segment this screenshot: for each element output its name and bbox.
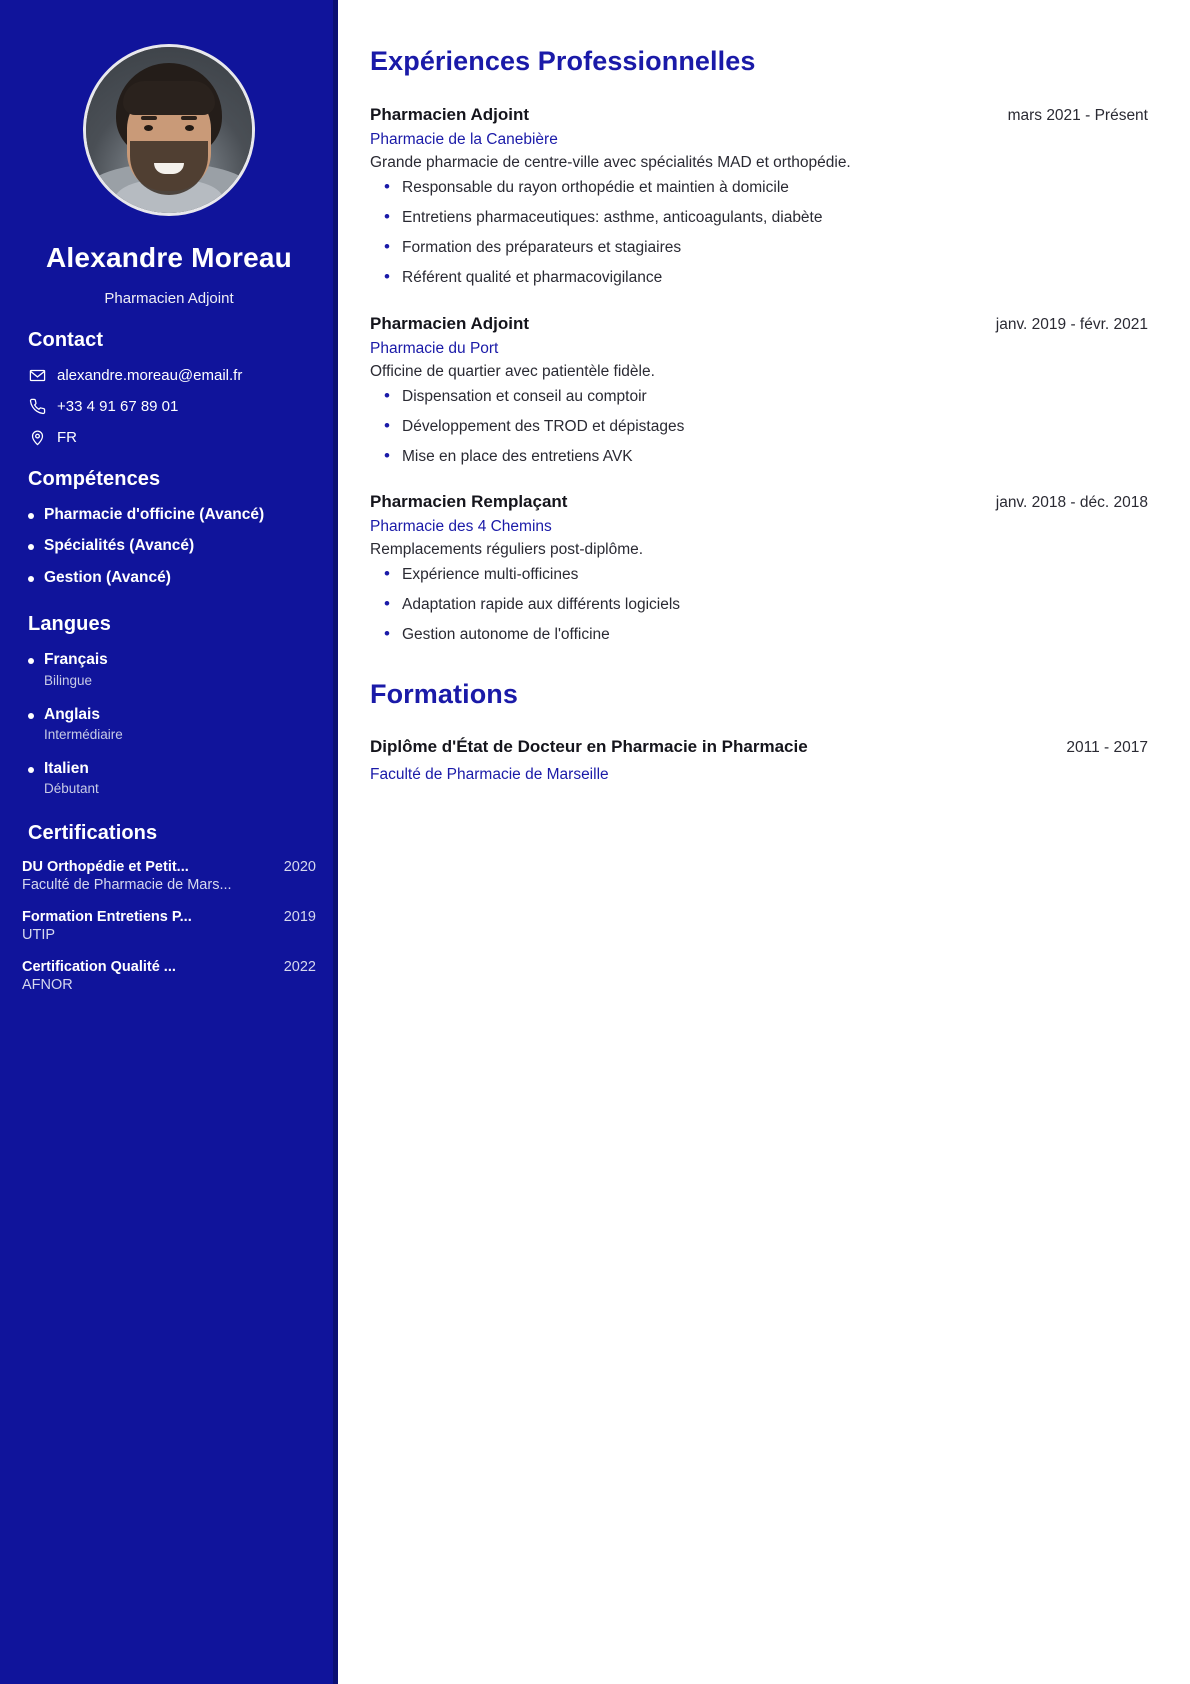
contact-heading: Contact (28, 329, 104, 351)
phone-icon (28, 397, 46, 415)
languages-section (22, 613, 316, 796)
job-bullet-list (370, 565, 1148, 645)
language-level: Débutant (44, 781, 99, 797)
job-organization: Pharmacie des 4 Chemins (370, 517, 552, 535)
job-bullet-list (370, 178, 1148, 289)
certification-name: Certification Qualité ... (22, 959, 176, 976)
language-level: Intermédiaire (44, 726, 123, 742)
contact-phone[interactable] (22, 397, 316, 415)
job-description: Grande pharmacie de centre-ville avec spécialités MAD et orthopédie. (370, 154, 851, 171)
job-title: Pharmacien Adjoint (370, 313, 530, 333)
skill-item (22, 505, 316, 524)
certification-name: Formation Entretiens P... (22, 909, 192, 926)
education-heading: Formations (370, 679, 519, 710)
contact-phone-value: +33 4 91 67 89 01 (57, 397, 179, 415)
experience-heading: Expériences Professionnelles (370, 46, 756, 76)
bullet-dot-icon (28, 713, 34, 719)
contact-location-value: FR (57, 428, 77, 446)
certification-org: Faculté de Pharmacie de Mars... (22, 877, 232, 894)
job-date: janv. 2019 - févr. 2021 (995, 315, 1148, 333)
photo-eye-left (144, 125, 153, 131)
certification-item (22, 959, 316, 993)
language-name: Italien (44, 759, 89, 777)
job-bullet: • Responsable du rayon orthopédie et maintien à domicile (370, 178, 1148, 198)
job-bullet: • Dispensation et conseil au comptoir (370, 387, 1148, 407)
job-bullet-list (370, 387, 1148, 467)
photo-eye-right (185, 125, 194, 131)
main-content (338, 0, 1190, 1684)
job-description: Remplacements réguliers post-diplôme. (370, 540, 644, 558)
job-date: janv. 2018 - déc. 2018 (995, 493, 1148, 511)
certification-name: DU Orthopédie et Petit... (22, 859, 189, 876)
job-bullet: • Formation des préparateurs et stagiaires (370, 238, 1148, 258)
contact-section (22, 329, 316, 446)
certification-org: UTIP (22, 927, 56, 944)
language-name: Anglais (44, 705, 100, 723)
language-item (22, 705, 316, 742)
job-bullet: • Développement des TROD et dépistages (370, 417, 1148, 437)
candidate-role: Pharmacien Adjoint (104, 290, 234, 307)
job-bullet: • Expérience multi-officines (370, 565, 1148, 585)
language-level: Bilingue (44, 672, 93, 688)
language-item (22, 759, 316, 796)
job-organization: Pharmacie de la Canebière (370, 131, 558, 148)
bullet-dot-icon (28, 513, 34, 519)
job-date: mars 2021 - Présent (1007, 107, 1148, 124)
job-bullet: • Gestion autonome de l'officine (370, 625, 1148, 645)
certification-year: 2020 (283, 859, 316, 876)
contact-email[interactable] (22, 366, 316, 384)
skill-label: Spécialités (Avancé) (44, 537, 195, 555)
job-description: Officine de quartier avec patientèle fidèle. (370, 362, 655, 380)
job-bullet: • Mise en place des entretiens AVK (370, 447, 1148, 467)
education-title: Diplôme d'État de Docteur en Pharmacie in Pharmacie (370, 737, 808, 757)
language-item (22, 650, 316, 687)
photo-brow-right (181, 116, 197, 120)
education-item (370, 736, 1148, 784)
experience-item (370, 105, 1148, 289)
certification-org: AFNOR (22, 977, 73, 994)
education-date: 2011 - 2017 (1066, 739, 1148, 757)
job-bullet: • Référent qualité et pharmacovigilance (370, 268, 1148, 288)
contact-location[interactable] (22, 428, 316, 446)
job-organization: Pharmacie du Port (370, 339, 499, 357)
skills-section (22, 468, 316, 587)
bullet-dot-icon (28, 544, 34, 550)
job-bullet: • Adaptation rapide aux différents logiciels (370, 595, 1148, 615)
photo-fringe (123, 81, 215, 115)
photo-brow-left (141, 116, 157, 120)
job-title: Pharmacien Adjoint (370, 105, 530, 124)
job-title: Pharmacien Remplaçant (370, 491, 568, 511)
skills-heading: Compétences (28, 468, 161, 490)
avatar-container (22, 44, 316, 216)
experience-item (370, 492, 1148, 645)
skill-item (22, 568, 316, 587)
bullet-dot-icon (28, 576, 34, 582)
bullet-dot-icon (28, 767, 34, 773)
bullet-dot-icon (28, 658, 34, 664)
certifications-heading: Certifications (28, 822, 158, 845)
experience-item (370, 314, 1148, 467)
contact-email-value: alexandre.moreau@email.fr (57, 366, 243, 384)
certification-item (22, 909, 316, 943)
candidate-name: Alexandre Moreau (46, 242, 292, 273)
certifications-section (22, 822, 316, 993)
envelope-icon (28, 366, 46, 384)
sidebar (0, 0, 338, 1684)
skill-item (22, 536, 316, 555)
skill-label: Gestion (Avancé) (44, 568, 171, 586)
skill-label: Pharmacie d'officine (Avancé) (44, 506, 265, 523)
education-organization: Faculté de Pharmacie de Marseille (370, 766, 609, 784)
job-bullet: • Entretiens pharmaceutiques: asthme, anticoagulants, diabète (370, 208, 1148, 228)
location-pin-icon (28, 428, 46, 446)
certification-year: 2022 (283, 959, 316, 976)
languages-heading: Langues (28, 613, 111, 636)
certification-item (22, 859, 316, 893)
language-name: Français (44, 651, 108, 669)
avatar (83, 44, 255, 216)
certification-year: 2019 (283, 909, 316, 926)
